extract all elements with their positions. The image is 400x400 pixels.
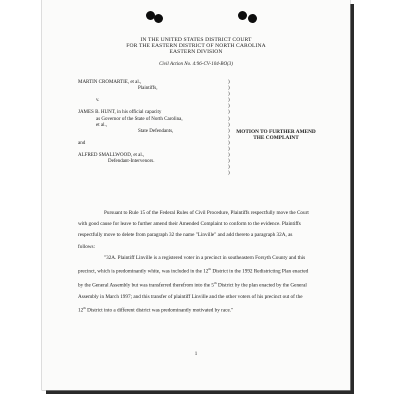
defendant-line: et al.,	[96, 122, 107, 128]
caption-bracket: )	[228, 159, 230, 165]
paragraph-text: District into a different district was predominantly motivated by race."	[85, 307, 234, 314]
ordinal-suffix: th	[83, 306, 86, 311]
caption-bracket: )	[228, 147, 230, 153]
intervenor-name: ALFRED SMALLWOOD, et al.,	[78, 153, 145, 159]
caption-bracket: )	[228, 116, 230, 122]
caption-bracket: )	[228, 153, 230, 159]
caption-bracket: )	[228, 122, 230, 128]
motion-body	[78, 208, 310, 317]
caption-bracket: )	[228, 86, 230, 92]
motion-title-line: MOTION TO FURTHER AMEND	[236, 129, 316, 135]
court-header-line: IN THE UNITED STATES DISTRICT COURT	[140, 37, 252, 43]
caption-bracket: )	[228, 165, 230, 171]
caption-bracket: )	[228, 92, 230, 98]
paragraph-text: "32A. Plaintiff Linville is a registered voter in a precinct in southeastern Forsyth County and this precinct, which is predominantly white, was included in the 12	[78, 254, 306, 275]
paragraph-text: District by the plan enacted by the General Assembly in March 1997; and this transfer of plaintiff Linville and the other voters of his precinct out of the 12	[78, 282, 307, 314]
plaintiff-name: MARTIN CROMARTIE, et al.,	[78, 80, 142, 85]
case-caption	[78, 80, 218, 165]
intervenor-role: Defendant-Intervenors.	[108, 159, 155, 165]
punch-hole	[248, 14, 257, 23]
court-header-line: FOR THE EASTERN DISTRICT OF NORTH CAROLINA	[126, 43, 266, 50]
and-text: and	[78, 140, 86, 146]
civil-action-number: Civil Action No. 4:96-CV-104-BO(3)	[159, 62, 233, 67]
caption-bracket: )	[228, 98, 230, 104]
punch-hole	[238, 11, 247, 20]
defendant-line: as Governor of the State of North Carolina,	[96, 116, 183, 122]
caption-bracket: )	[228, 140, 230, 146]
court-header-line: EASTERN DIVISION	[169, 49, 223, 56]
caption-bracket: )	[228, 104, 230, 110]
ordinal-suffix: th	[214, 280, 217, 285]
versus-text: v.	[96, 98, 100, 104]
defendant-line: JAMES B. HUNT, in his official capacity	[78, 110, 162, 116]
court-header	[42, 37, 350, 56]
page-number: 1	[194, 352, 198, 357]
plaintiff-role: Plaintiffs,	[138, 86, 158, 92]
caption-bracket: )	[228, 80, 230, 85]
document-page	[42, 0, 350, 390]
paragraph	[78, 253, 310, 317]
defendant-role: State Defendants,	[138, 128, 174, 134]
punch-hole	[154, 14, 163, 23]
motion-title	[206, 129, 346, 141]
caption-bracket: )	[228, 128, 230, 134]
paragraph: Pursuant to Rule 15 of the Federal Rules of Civil Procedure, Plaintiffs respectfully move the Court with good cause for leave to further amend their Amended Complaint to conform to the evidence. Plaintiffs respectfully move to delete from paragraph 32 the name "Linville" and add thereto a paragraph 32A, as follows:	[78, 210, 309, 250]
motion-title-line: THE COMPLAINT	[253, 135, 299, 142]
paragraph-text: District in the 1992 Redistricting Plan enacted by the General Assembly but was transferred therefrom into the 5	[78, 268, 309, 289]
ordinal-suffix: th	[208, 267, 212, 272]
caption-bracket: )	[228, 171, 230, 177]
caption-bracket: )	[228, 110, 230, 116]
caption-bracket: )	[228, 134, 230, 140]
